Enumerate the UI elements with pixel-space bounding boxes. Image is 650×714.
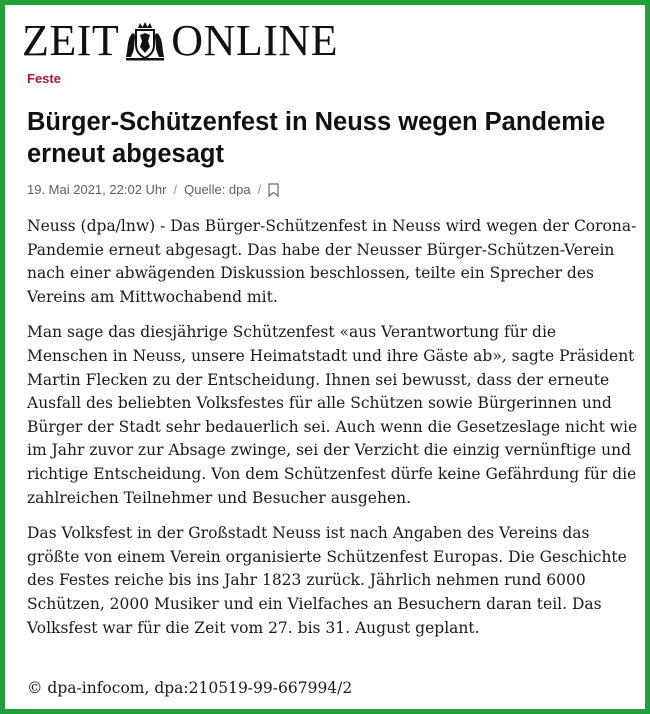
meta-separator: / — [257, 182, 262, 197]
publish-date: 19. Mai 2021, 22:02 Uhr — [27, 182, 167, 197]
article-paragraph: Man sage das diesjährige Schützenfest «aus Verantwortung für die Menschen in Neuss, unsere Heimatstadt und ihre Gäste ab», sagte Präsident Martin Flecken zu der Entscheidung. Ihnen sei bewusst, dass der erneute Ausfall des beliebten Volksfestes für alle Schützen sowie Bürgerinnen und Bürger der Stadt sehr bedauerlich sei. Auch wenn die Gesetzeslage nicht wie im Jahr zuvor zur Absage zwinge, sei der Verzicht die einzig vernünftige und richtige Entscheidung. Von dem Schützenfest dürfe keine Gefährdung für die zahlreichen Teilnehmer und Besucher ausgehen. — [27, 323, 638, 507]
logo-word-zeit: ZEIT — [22, 16, 120, 65]
coat-of-arms-icon — [123, 19, 167, 63]
article-title: Bürger-Schützenfest in Neuss wegen Pandemie erneut abgesagt — [27, 108, 606, 168]
article-paragraph: Das Volksfest in der Großstadt Neuss ist nach Angaben des Vereins das größte von einem Verein organisierte Schützenfest Europas. Die Geschichte des Festes reiche bis ins Jahr 1823 zurück. Jährlich nehmen rund 6000 Schützen, 2000 Musiker und ein Vielfaches an Besuchern daran teil. Das Volksfest war für die Zeit vom 27. bis 31. August geplant. — [27, 524, 627, 637]
article-meta — [27, 182, 279, 197]
logo-word-online: ONLINE — [171, 16, 339, 65]
zeit-online-logo[interactable] — [22, 16, 339, 65]
bookmark-icon[interactable] — [268, 183, 279, 197]
article-source: Quelle: dpa — [184, 182, 251, 197]
dpa-credit: © dpa-infocom, dpa:210519-99-667994/2 — [27, 679, 353, 697]
meta-separator: / — [173, 182, 178, 197]
article-kicker[interactable]: Feste — [27, 71, 61, 86]
article-paragraph: Neuss (dpa/lnw) - Das Bürger-Schützenfest in Neuss wird wegen der Corona-Pandemie erneut abgesagt. Das habe der Neusser Bürger-Schützen-Verein nach einer abwägenden Diskussion beschlossen, teilte ein Sprecher des Vereins am Mittwochabend mit. — [27, 217, 637, 306]
article-body — [27, 215, 639, 652]
